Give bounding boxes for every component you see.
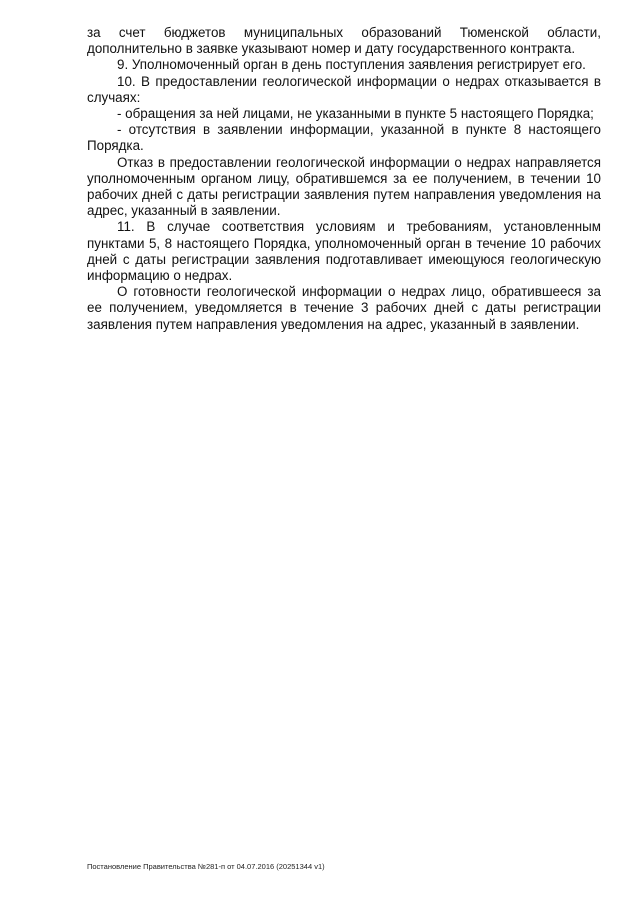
paragraph-item-11: 11. В случае соответствия условиям и требованиям, установленным пунктами 5, 8 настоящего Порядка, уполномоченный орган в течение 10 рабочих дней с даты регистрации заявления подготавливает имеющуюся геологическую информацию о недрах. [87,219,601,284]
paragraph-item-10: 10. В предоставлении геологической информации о недрах отказывается в случаях: [87,73,601,105]
list-item-refusal-reason-2: - отсутствия в заявлении информации, указанной в пункте 8 настоящего Порядка. [87,122,601,154]
paragraph-continuation: за счет бюджетов муниципальных образований Тюменской области, дополнительно в заявке указывают номер и дату государственного контракта. [87,25,601,57]
paragraph-refusal-notice: Отказ в предоставлении геологической информации о недрах направляется уполномоченным органом лицу, обратившемся за ее получением, в течении 10 рабочих дней с даты регистрации заявления путем направления уведомления на адрес, указанный в заявлении. [87,154,601,219]
list-item-refusal-reason-1: - обращения за ней лицами, не указанными в пункте 5 настоящего Порядка; [117,106,594,122]
paragraph-readiness-notice: О готовности геологической информации о недрах лицо, обратившееся за ее получением, уведомляется в течение 3 рабочих дней с даты регистрации заявления путем направления уведомления на адрес, указанный в заявлении. [87,284,601,332]
document-body [87,25,601,333]
paragraph-item-9: 9. Уполномоченный орган в день поступления заявления регистрирует его. [117,57,586,73]
document-footer: Постановление Правительства №281-п от 04.07.2016 (20251344 v1) [87,862,325,871]
